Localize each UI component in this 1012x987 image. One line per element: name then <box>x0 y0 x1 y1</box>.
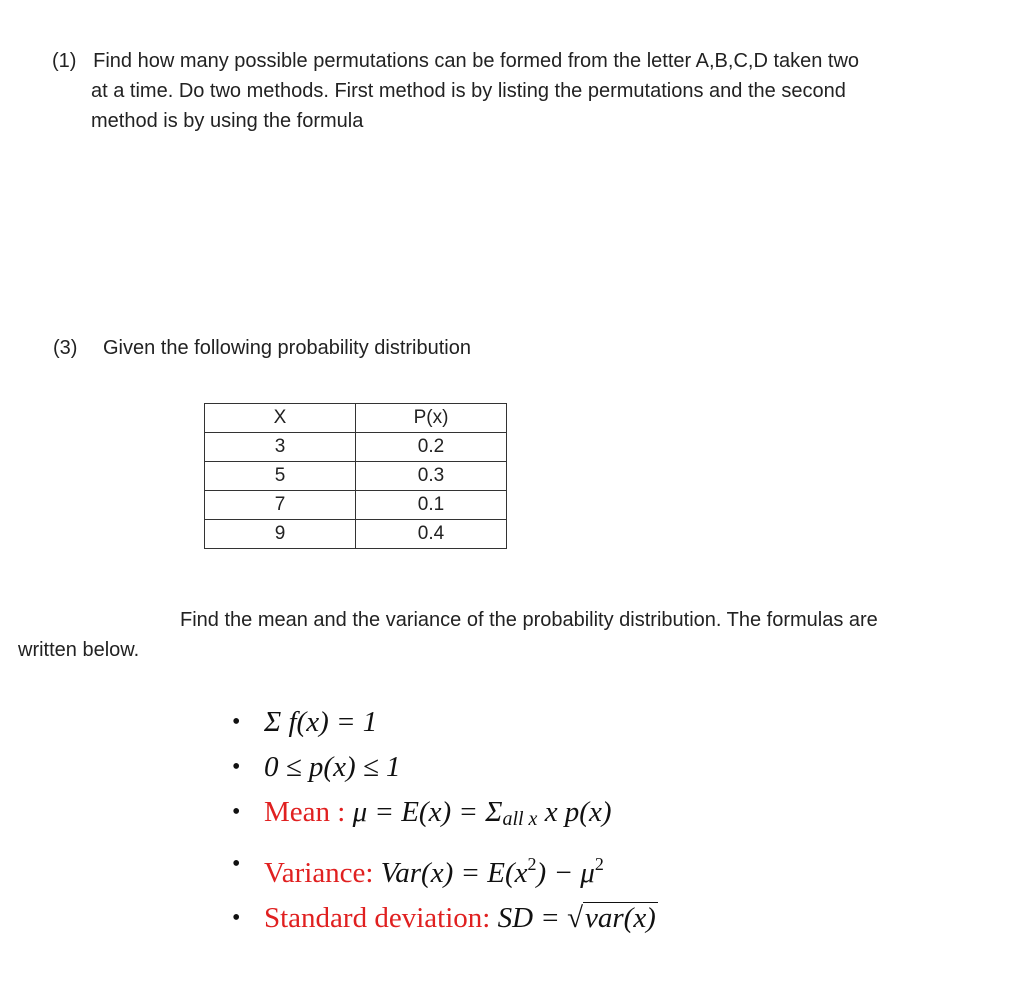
question-3-heading <box>53 334 471 362</box>
table-cell-x: 7 <box>205 491 356 520</box>
variance-formula-a: Var(x) = E(x <box>380 857 528 889</box>
mean-subscript: all x <box>502 808 538 830</box>
table-cell-px: 0.4 <box>356 520 507 549</box>
table-cell-px: 0.2 <box>356 433 507 462</box>
bullet-icon: • <box>232 851 241 877</box>
probability-distribution-table <box>204 403 507 549</box>
mean-formula-b: x p(x) <box>537 796 612 828</box>
sqrt-radicand: var(x) <box>585 902 656 934</box>
sd-label: Standard deviation: <box>264 902 498 934</box>
table-cell-x: 3 <box>205 433 356 462</box>
formula-variance <box>232 842 658 896</box>
table-cell-px: 0.1 <box>356 491 507 520</box>
formula-sum <box>232 700 658 745</box>
formula-bounds <box>232 745 658 790</box>
table-header-px: P(x) <box>356 404 507 433</box>
formula-sum-text: Σ f(x) = 1 <box>264 706 378 738</box>
table-cell-x: 5 <box>205 462 356 491</box>
instruction-line-1: Find the mean and the variance of the probability distribution. The formulas are <box>180 609 878 631</box>
sd-formula: SD = <box>497 902 568 934</box>
table-cell-px: 0.3 <box>356 462 507 491</box>
variance-sup-1: 2 <box>527 854 537 874</box>
variance-sup-2: 2 <box>594 854 604 874</box>
question-1 <box>52 46 859 136</box>
question-1-line-2: at a time. Do two methods. First method is by listing the permutations and the second <box>91 80 846 102</box>
variance-formula-b: ) − μ <box>536 857 595 889</box>
question-1-line-1: (1) Find how many possible permutations can be formed from the letter A,B,C,D taken two <box>52 50 860 72</box>
mean-formula-a: μ = E(x) = Σ <box>352 796 503 828</box>
question-3-text: Given the following probability distribution <box>103 337 471 359</box>
mean-label: Mean : <box>264 796 353 828</box>
bullet-icon: • <box>232 709 241 735</box>
question-3-number: (3) <box>53 337 78 359</box>
table-header-row <box>205 404 507 433</box>
table-row <box>205 433 507 462</box>
formula-mean <box>232 790 658 842</box>
bullet-icon: • <box>232 905 241 931</box>
question-1-line-3: method is by using the formula <box>91 110 364 132</box>
question-1-number: (1) <box>52 50 77 72</box>
variance-label: Variance: <box>264 857 381 889</box>
bullet-icon: • <box>232 754 241 780</box>
formula-list <box>232 700 658 941</box>
bullet-icon: • <box>232 799 241 825</box>
table-row <box>205 462 507 491</box>
sqrt-symbol <box>567 896 658 941</box>
instruction-line-2: written below. <box>18 639 140 661</box>
formula-sd <box>232 896 658 941</box>
sqrt-radical: √ <box>567 902 583 934</box>
table-cell-x: 9 <box>205 520 356 549</box>
table-row <box>205 491 507 520</box>
formula-bounds-text: 0 ≤ p(x) ≤ 1 <box>264 751 401 783</box>
table-row <box>205 520 507 549</box>
table-header-x: X <box>205 404 356 433</box>
